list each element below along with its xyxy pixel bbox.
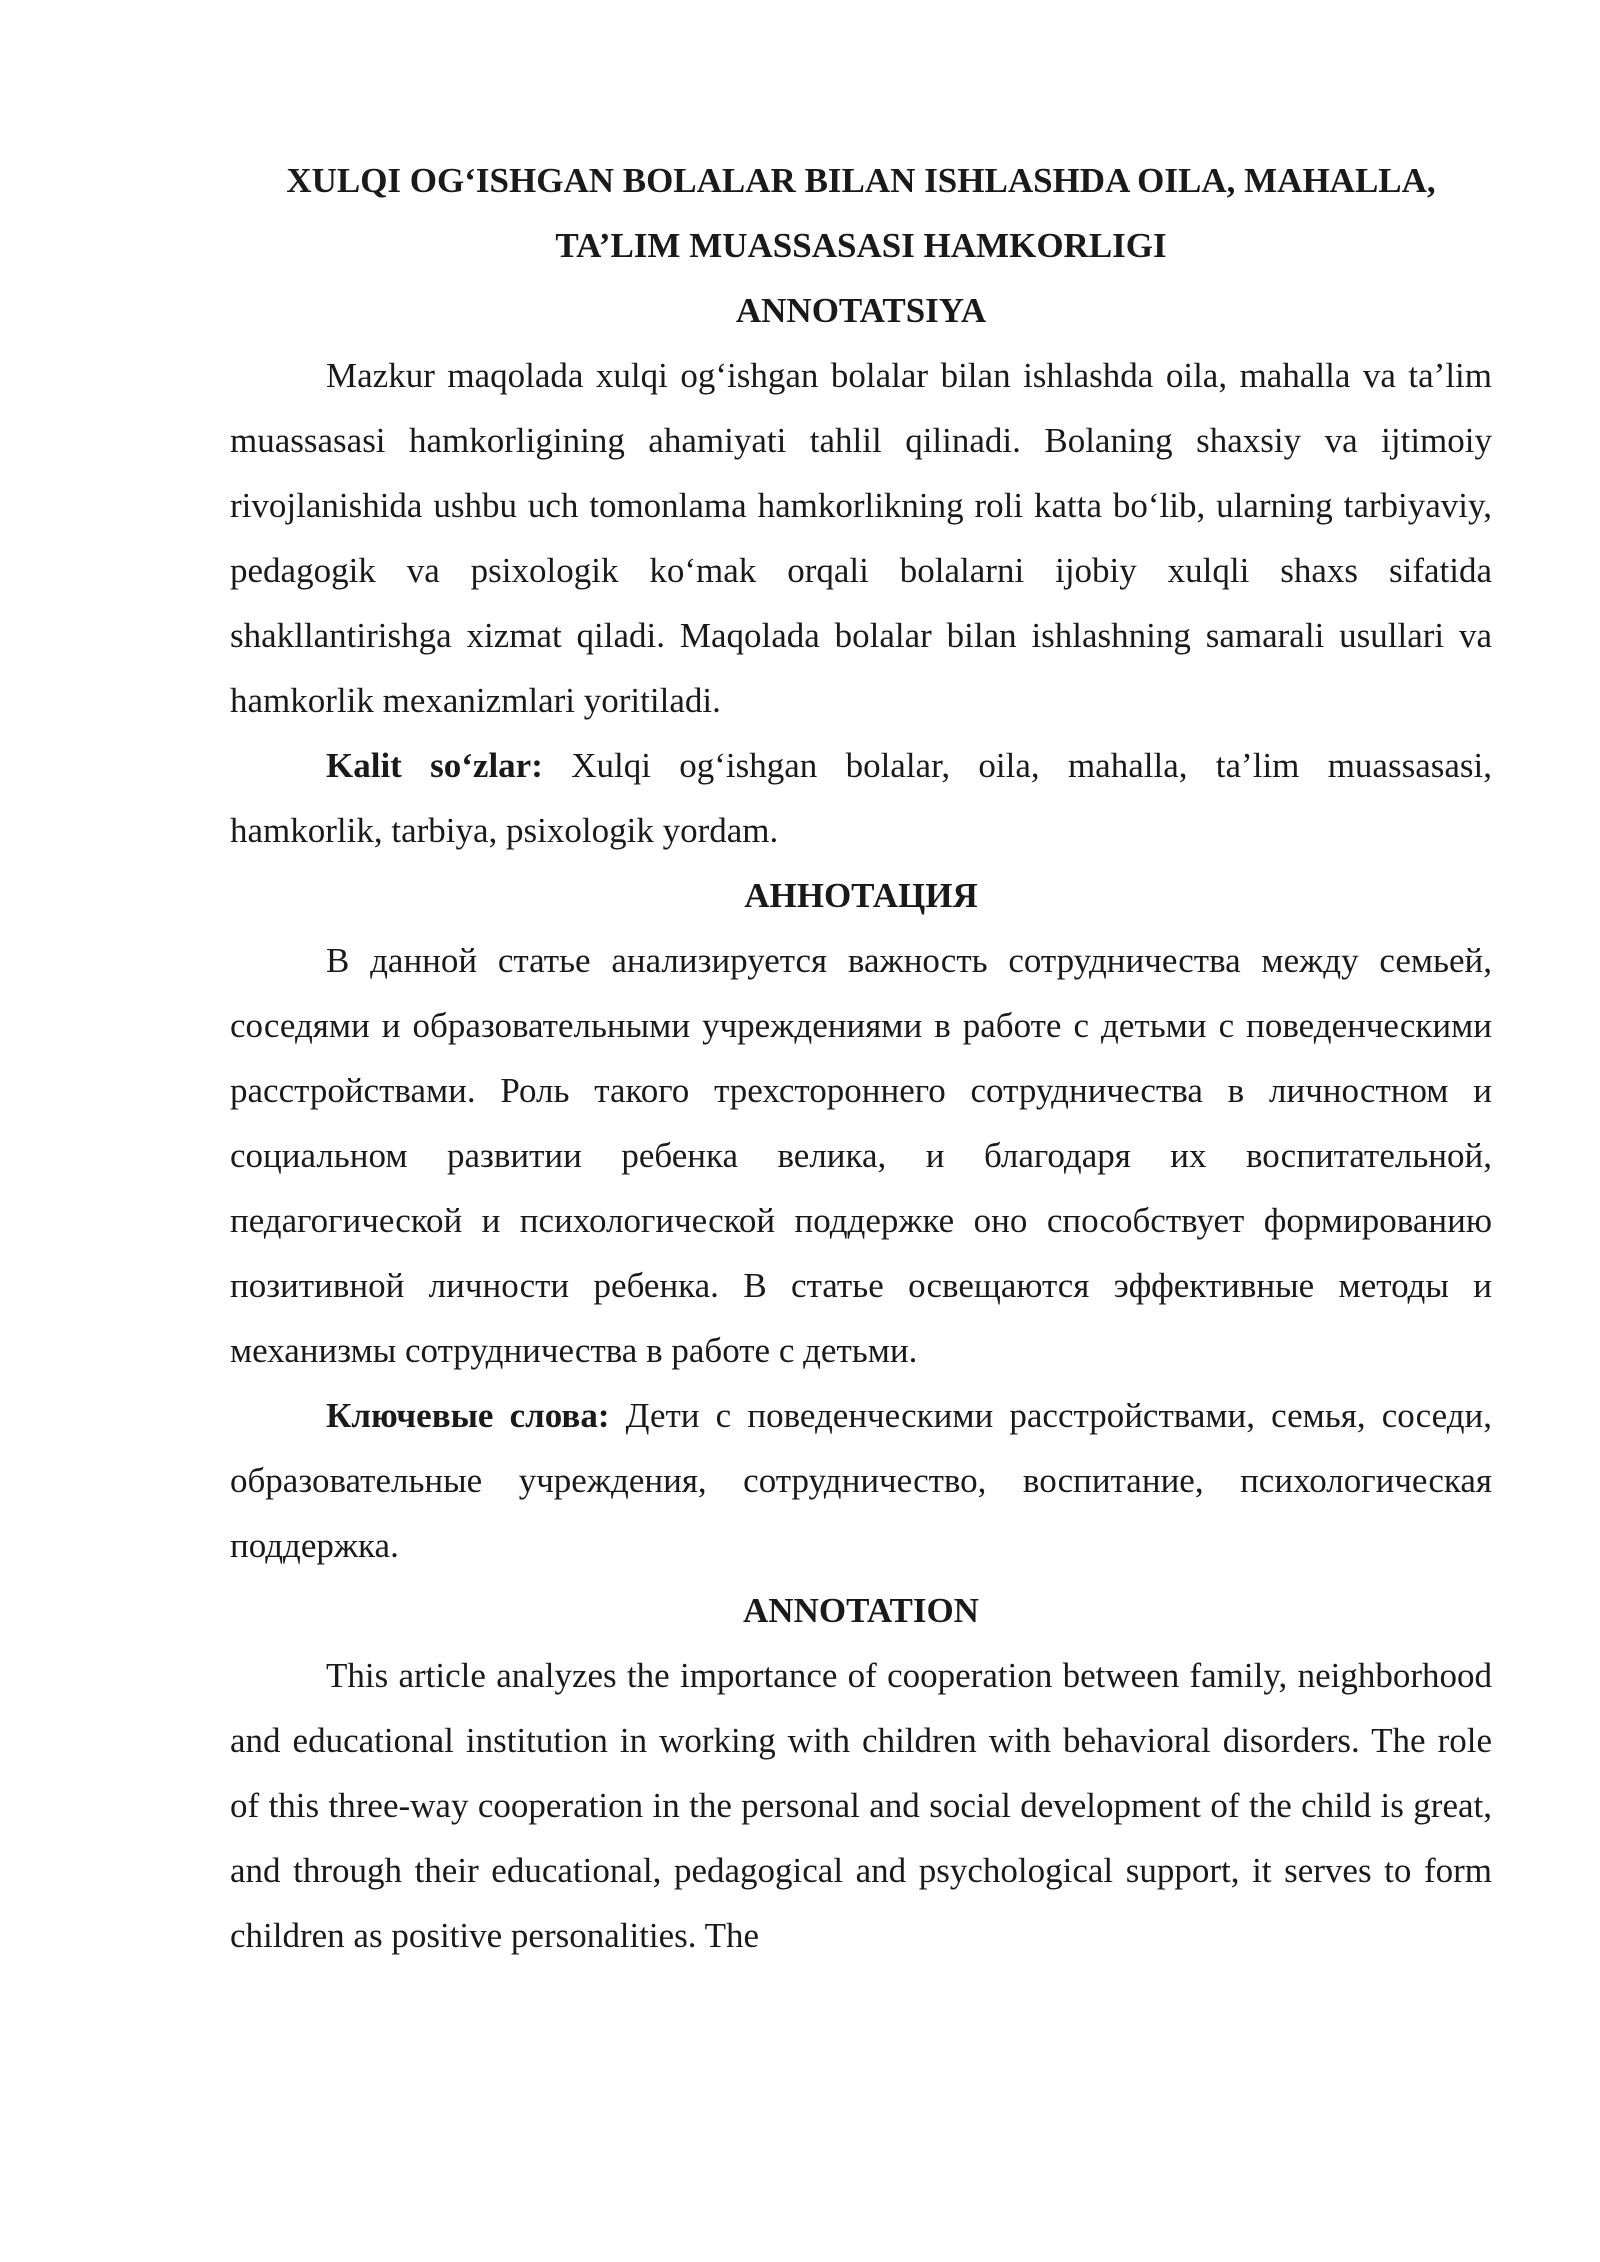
keywords-text-uz: Xulqi og‘ishgan bolalar, oila, mahalla, ta’lim muassasasi, hamkorlik, tarbiya, psixologik yordam. — [230, 746, 1492, 850]
abstract-paragraph-en: This article analyzes the importance of cooperation between family, neighborhood and educational institution in working with children with behavioral disorders. The role of this three-way cooperation in the personal and social development of the child is great, and through their educational, pedagogical and psychological support, it serves to form children as positive personalities. The — [230, 1656, 1492, 1955]
keywords-text-ru: Дети с поведенческими расстройствами, семья, соседи, образовательные учреждения, сотрудничество, воспитание, психологическая поддержка. — [230, 1396, 1492, 1565]
section-heading-en: ANNOTATION — [743, 1591, 979, 1630]
keywords-label-ru: Ключевые слова: — [326, 1396, 610, 1435]
section-heading-ru: АННОТАЦИЯ — [744, 876, 978, 915]
abstract-paragraph-ru: В данной статье анализируется важность сотрудничества между семьей, соседями и образовательными учреждениями в работе с детьми с поведенческими расстройствами. Роль такого трехстороннего сотрудничества в личностном и социальном развитии ребенка велика, и благодаря их воспитательной, педагогической и психологической поддержке оно способствует формированию позитивной личности ребенка. В статье освещаются эффективные методы и механизмы сотрудничества в работе с детьми. — [230, 941, 1492, 1370]
keywords-paragraph-uz — [230, 733, 1492, 863]
section-heading-uz: ANNOTATSIYA — [735, 291, 987, 330]
keywords-label-uz: Kalit so‘zlar: — [326, 746, 543, 785]
article-title-line-1: XULQI OG‘ISHGAN BOLALAR BILAN ISHLASHDA OILA, MAHALLA, — [286, 161, 1436, 200]
abstract-paragraph-uz: Mazkur maqolada xulqi og‘ishgan bolalar bilan ishlashda oila, mahalla va ta’lim muassasasi hamkorligining ahamiyati tahlil qilinadi. Bolaning shaxsiy va ijtimoiy rivojlanishida ushbu uch tomonlama hamkorlikning roli katta bo‘lib, ularning tarbiyaviy, pedagogik va psixologik ko‘mak orqali bolalarni ijobiy xulqli shaxs sifatida shakllantirishga xizmat qiladi. Maqolada bolalar bilan ishlashning samarali usullari va hamkorlik mexanizmlari yoritiladi. — [230, 356, 1492, 720]
document-page — [230, 148, 1492, 1968]
article-title-line-2: TA’LIM MUASSASASI HAMKORLIGI — [555, 226, 1167, 265]
keywords-paragraph-ru — [230, 1383, 1492, 1578]
